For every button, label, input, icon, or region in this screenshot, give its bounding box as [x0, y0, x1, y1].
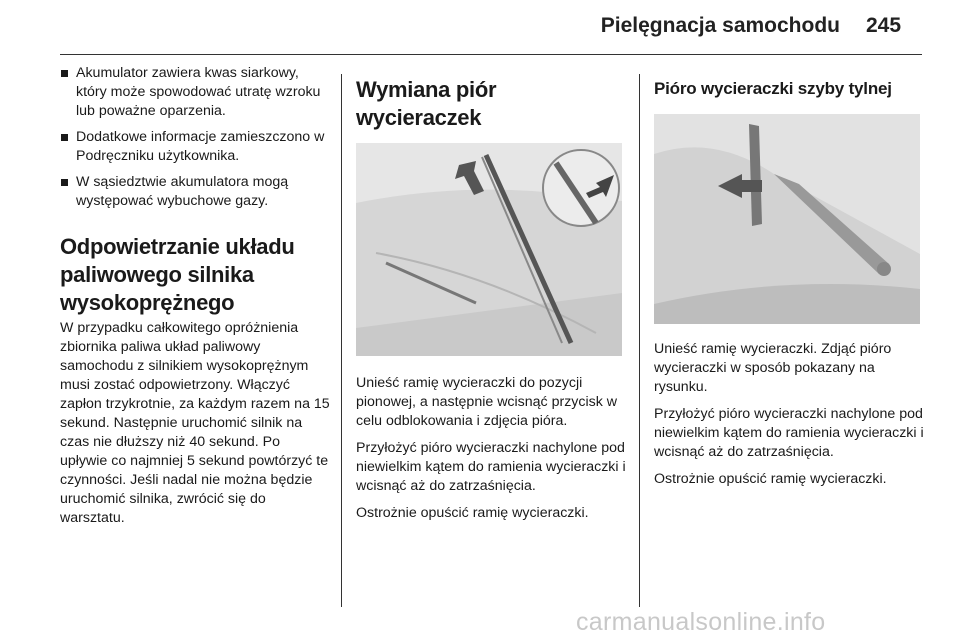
bullet-item: W sąsiedztwie akumulatora mogą występować wybuchowe gazy.: [60, 173, 330, 211]
instruction-paragraph: Unieść ramię wycieraczki. Zdjąć pióro wycieraczki w sposób pokazany na rysunku.: [654, 341, 892, 395]
column-divider: [639, 74, 640, 607]
watermark-text: carmanualsonline.info: [576, 608, 826, 636]
warning-bullet-list: [60, 64, 330, 211]
section-heading-fuel-bleeding: Odpowietrzanie układu paliwowego silnika wysokoprężnego: [60, 234, 295, 315]
page-header-title: Pielęgnacja samochodu: [600, 14, 840, 37]
bullet-item: Dodatkowe informacje zamieszczono w Podręczniku użytkownika.: [60, 128, 330, 166]
bullet-item: Akumulator zawiera kwas siarkowy, który może spowodować utratę wzroku lub poważne oparzenia.: [60, 64, 330, 121]
page-number: 245: [866, 14, 902, 37]
column-divider: [341, 74, 342, 607]
section-heading-wiper-blades: Wymiana piór wycieraczek: [356, 77, 497, 130]
wiper-instructions: [356, 374, 626, 523]
column-middle: [356, 64, 626, 531]
header-divider: [60, 54, 922, 55]
instruction-paragraph: Przyłożyć pióro wycieraczki nachylone pod niewielkim kątem do ramienia wycieraczki i wcisnąć aż do zatrzaśnięcia.: [654, 406, 924, 460]
wiper-blade-illustration: [356, 143, 622, 356]
rear-wiper-instructions: [654, 340, 924, 489]
section-heading-rear-wiper: Pióro wycieraczki szyby tylnej: [654, 79, 892, 98]
rear-wiper-illustration: [654, 114, 920, 324]
instruction-paragraph: Przyłożyć pióro wycieraczki nachylone pod niewielkim kątem do ramienia wycieraczki i wcisnąć aż do zatrzaśnięcia.: [356, 440, 626, 494]
column-left: [60, 64, 330, 528]
instruction-paragraph: Ostrożnie opuścić ramię wycieraczki.: [356, 505, 589, 521]
fuel-bleeding-text: W przypadku całkowitego opróżnienia zbiornika paliwa układ paliwowy samochodu z silnikiem wysokoprężnym musi zostać odpowietrzony. Włączyć zapłon trzykrotnie, za każdym razem na 15 sekund. Następnie uruchomić silnik na czas nie dłuższy niż 40 sekund. Po upływie co najmniej 5 sekund powtórzyć te czynności. Jeśli nadal nie można będzie uruchomić silnika, zwrócić się do warsztatu.: [60, 320, 330, 526]
instruction-paragraph: Unieść ramię wycieraczki do pozycji pionowej, a następnie wcisnąć przycisk w celu odblokowania i zdjęcia pióra.: [356, 375, 618, 429]
column-right: [654, 64, 924, 497]
instruction-paragraph: Ostrożnie opuścić ramię wycieraczki.: [654, 471, 887, 487]
